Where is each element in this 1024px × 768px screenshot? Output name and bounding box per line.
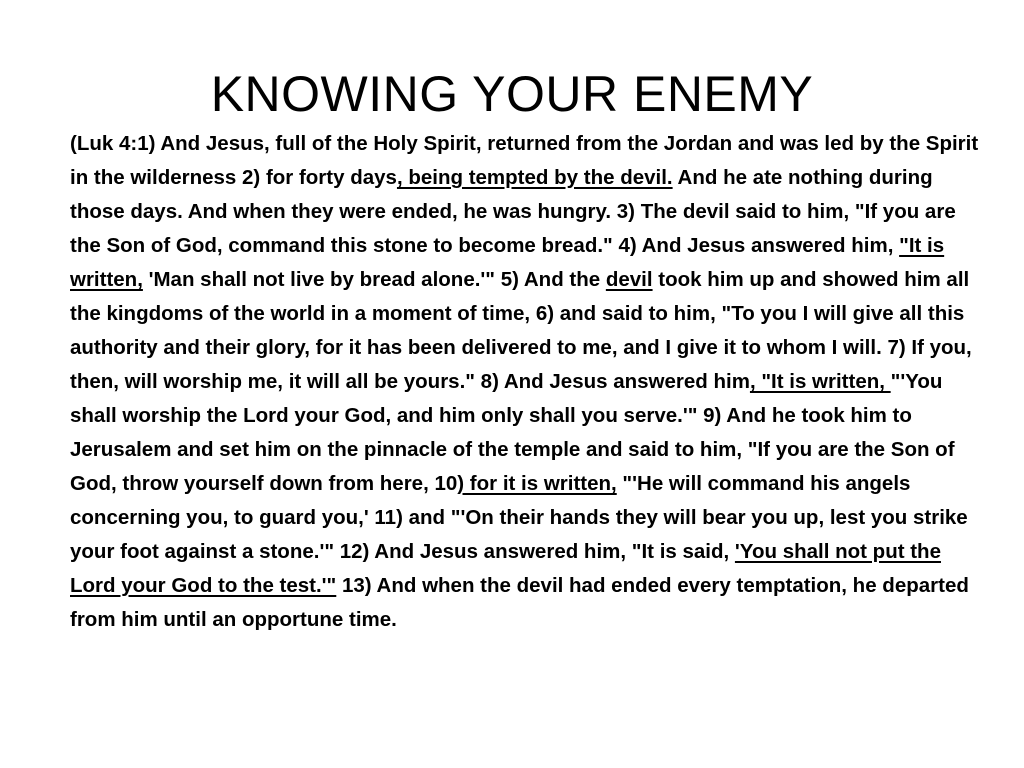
- passage-segment: took him up and showed him all the kingdoms of the world in a moment of time, 6) and said to him, "To you I will give all this authority and their glory, for it has been delivered to me, and I give it to whom I will. 7) If you, then, will worship me, it will all be yours." 8) And Jesus answered him: [70, 268, 972, 393]
- passage-segment-underlined: devil: [605, 268, 653, 291]
- passage-segment: 13) And when the devil had ended every temptation, he departed from him until an opportune time.: [70, 574, 969, 631]
- slide-title: KNOWING YOUR ENEMY: [210, 66, 814, 122]
- passage-segment-underlined: , "It is written,: [749, 370, 891, 393]
- passage-segment: "'He will command his angels concerning you, to guard you,' 11) and "'On their hands they will bear you up, lest you strike your foot against a stone.'" 12) And Jesus answered him, "It is said,: [70, 472, 968, 563]
- passage-segment-underlined: 'You shall not put the Lord your God to the test.'": [70, 540, 941, 597]
- passage-segment-underlined: , being tempted by the devil.: [396, 166, 673, 189]
- passage-segment: (Luk 4:1) And Jesus, full of the Holy Spirit, returned from the Jordan and was led by the Spirit in the wilderness 2) for forty days: [70, 132, 979, 189]
- passage-segment: And he ate nothing during those days. And when they were ended, he was hungry. 3) The devil said to him, "If you are the Son of God, command this stone to become bread." 4) And Jesus answered him,: [70, 166, 956, 257]
- passage-segment-underlined: ) for it is written,: [457, 472, 617, 495]
- passage-segment: "'You shall worship the Lord your God, and him only shall you serve.'" 9) And he took him to Jerusalem and set him on the pinnacle of the temple and said to him, "If you are the Son of God, throw yourself down from here, 10: [70, 370, 955, 495]
- passage-segment: 'Man shall not live by bread alone.'" 5) And the: [142, 268, 606, 291]
- passage-segment-underlined: "It is written,: [70, 234, 945, 291]
- scripture-passage: [70, 127, 985, 637]
